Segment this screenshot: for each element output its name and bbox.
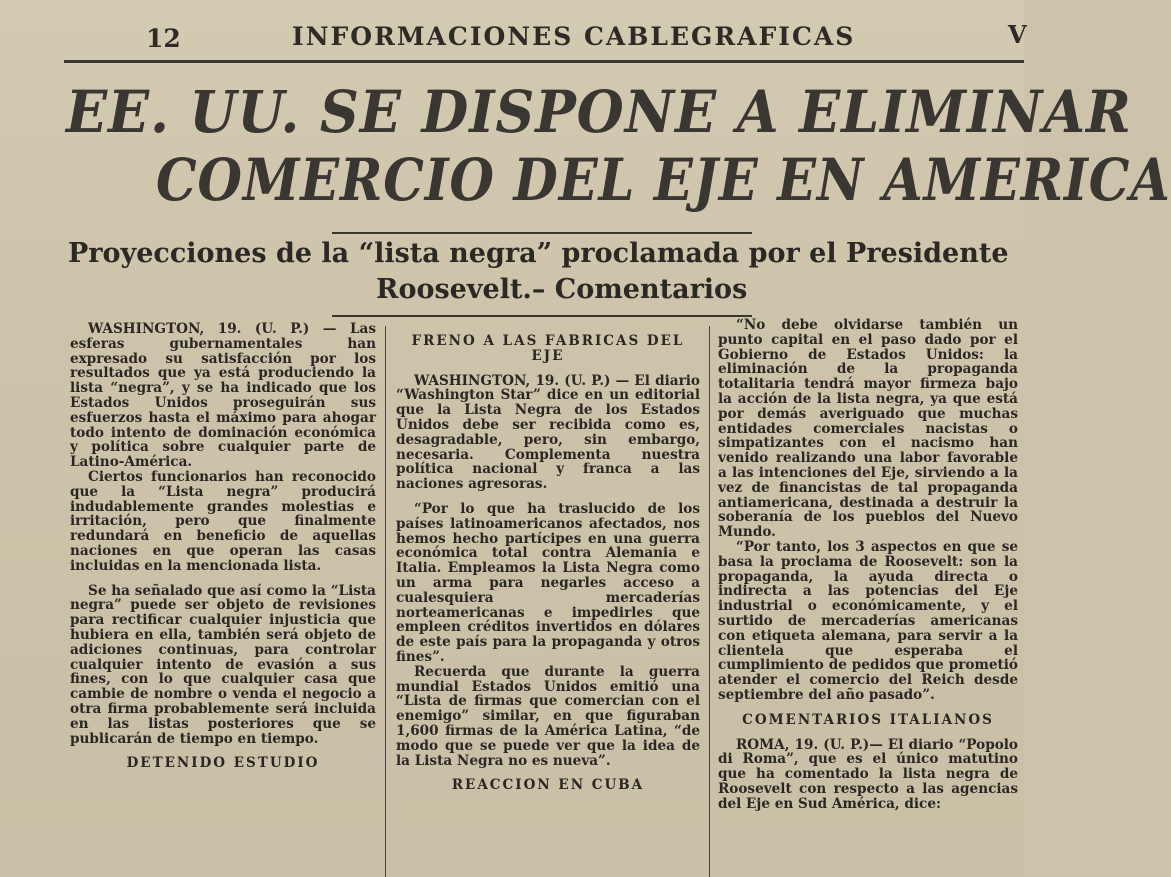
subheading: FRENO A LAS FABRICAS DEL EJE — [411, 333, 685, 364]
deck-line-1: Proyecciones de la “lista negra” proclamada por el Presidente — [68, 238, 1009, 269]
paragraph: “Por tanto, los 3 aspectos en que se basa la proclama de Roosevelt: son la propaganda, la ayuda directa o indirecta a las potencias del Eje industrial o económicamente, y el surtido de mercaderías americanas con etiqueta alemana, para servir a la clientela que esperaba el cumplimiento de pedidos que prometió atender el comercio del Reich desde septiembre del año pasado”. — [718, 538, 1018, 703]
paragraph: “No debe olvidarse también un punto capital en el paso dado por el Gobierno de Estados Unidos: la eliminación de la propaganda totalitaria tendrá mayor firmeza bajo la acción de la lista negra, ya que está por demás averiguado que muchas entidades comerciales nacistas o simpatizantes con el nacismo han venido realizando una labor favorable a las intenciones del Eje, sirviendo a la vez de financistas de tal propaganda antiamericana, destinada a destruir la soberanía de los pueblos del Nuevo Mundo. — [718, 317, 1018, 541]
section-title: INFORMACIONES CABLEGRAFICAS — [292, 22, 856, 51]
paragraph: ROMA, 19. (U. P.)— El diario “Popolo di Roma”, que es el único matutino que ha comentado la lista negra de Roosevelt con respecto a las agencias del Eje en Sud América, dice: — [718, 736, 1018, 812]
page-number: 12 — [146, 24, 181, 53]
paragraph: Ciertos funcionarios han reconocido que la “Lista negra” producirá indudablemente grandes molestias e irritación, pero que finalmente redundará en beneficio de aquellas naciones en que operan las casas incluidas en la mencionada lista. — [70, 468, 376, 574]
subheading: DETENIDO ESTUDIO — [126, 755, 320, 772]
column-divider — [385, 326, 386, 877]
deck-rule — [332, 315, 752, 317]
paragraph: “Por lo que ha traslucido de los países latinoamericanos afectados, nos hemos hecho partícipes en una guerra económica total contra Alemania e Italia. Empleamos la Lista Negra como un arma para negarles acceso a cualesquiera mercaderías norteamericanas e impedirles que empleen créditos invertidos en dólares de este país para la propaganda y otros fines”. — [396, 500, 700, 665]
column-divider — [709, 326, 710, 877]
paragraph: WASHINGTON, 19. (U. P.) — Las esferas gubernamentales han expresado su satisfacción por los resultados que ya está produciendo la lista “negra”, y se ha indicado que los Estados Unidos proseguirán sus esfuerzos hasta el máximo para ahogar todo intento de dominación económica y política sobre cualquier parte de Latino-América. — [70, 321, 376, 471]
subheading: REACCION EN CUBA — [451, 777, 645, 794]
header-rule — [64, 60, 1024, 63]
subheading: COMENTARIOS ITALIANOS — [742, 711, 994, 728]
paragraph: WASHINGTON, 19. (U. P.) — El diario “Washington Star” dice en un editorial que la Lista Negra de los Estados Unidos debe ser recibida como es, desagradable, pero, sin embargo, necesaria. Complementa nuestra política nacional y franca a las naciones agresoras. — [396, 372, 700, 493]
article-column-1 — [70, 322, 376, 781]
paragraph: Recuerda que durante la guerra mundial Estados Unidos emitió una “Lista de firmas que comercian con el enemigo” similar, en que figuraban 1,600 firmas de la América Latina, “de modo que se puede ver que la idea de la Lista Negra no es nueva”. — [396, 663, 700, 769]
deck-line-2: Roosevelt.– Comentarios — [376, 274, 748, 305]
headline-line-2: COMERCIO DEL EJE EN AMERICA — [156, 146, 1171, 214]
paragraph: Se ha señalado que así como la “Lista negra” puede ser objeto de revisiones para rectificar cualquier injusticia que hubiera en ella, también será objeto de adiciones continuas, para controlar cualquier intento de evasión a sus fines, con lo que cualquier casa que cambie de nombre o venda el negocio a otra firma probablemente será incluida en las listas posteriores que se publicarán de tiempo en tiempo. — [70, 582, 376, 747]
corner-mark: V — [1008, 20, 1027, 49]
headline-line-1: EE. UU. SE DISPONE A ELIMINAR — [66, 78, 1132, 146]
headline-rule — [332, 232, 752, 234]
article-column-3 — [718, 318, 1018, 812]
article-column-2 — [396, 334, 700, 803]
